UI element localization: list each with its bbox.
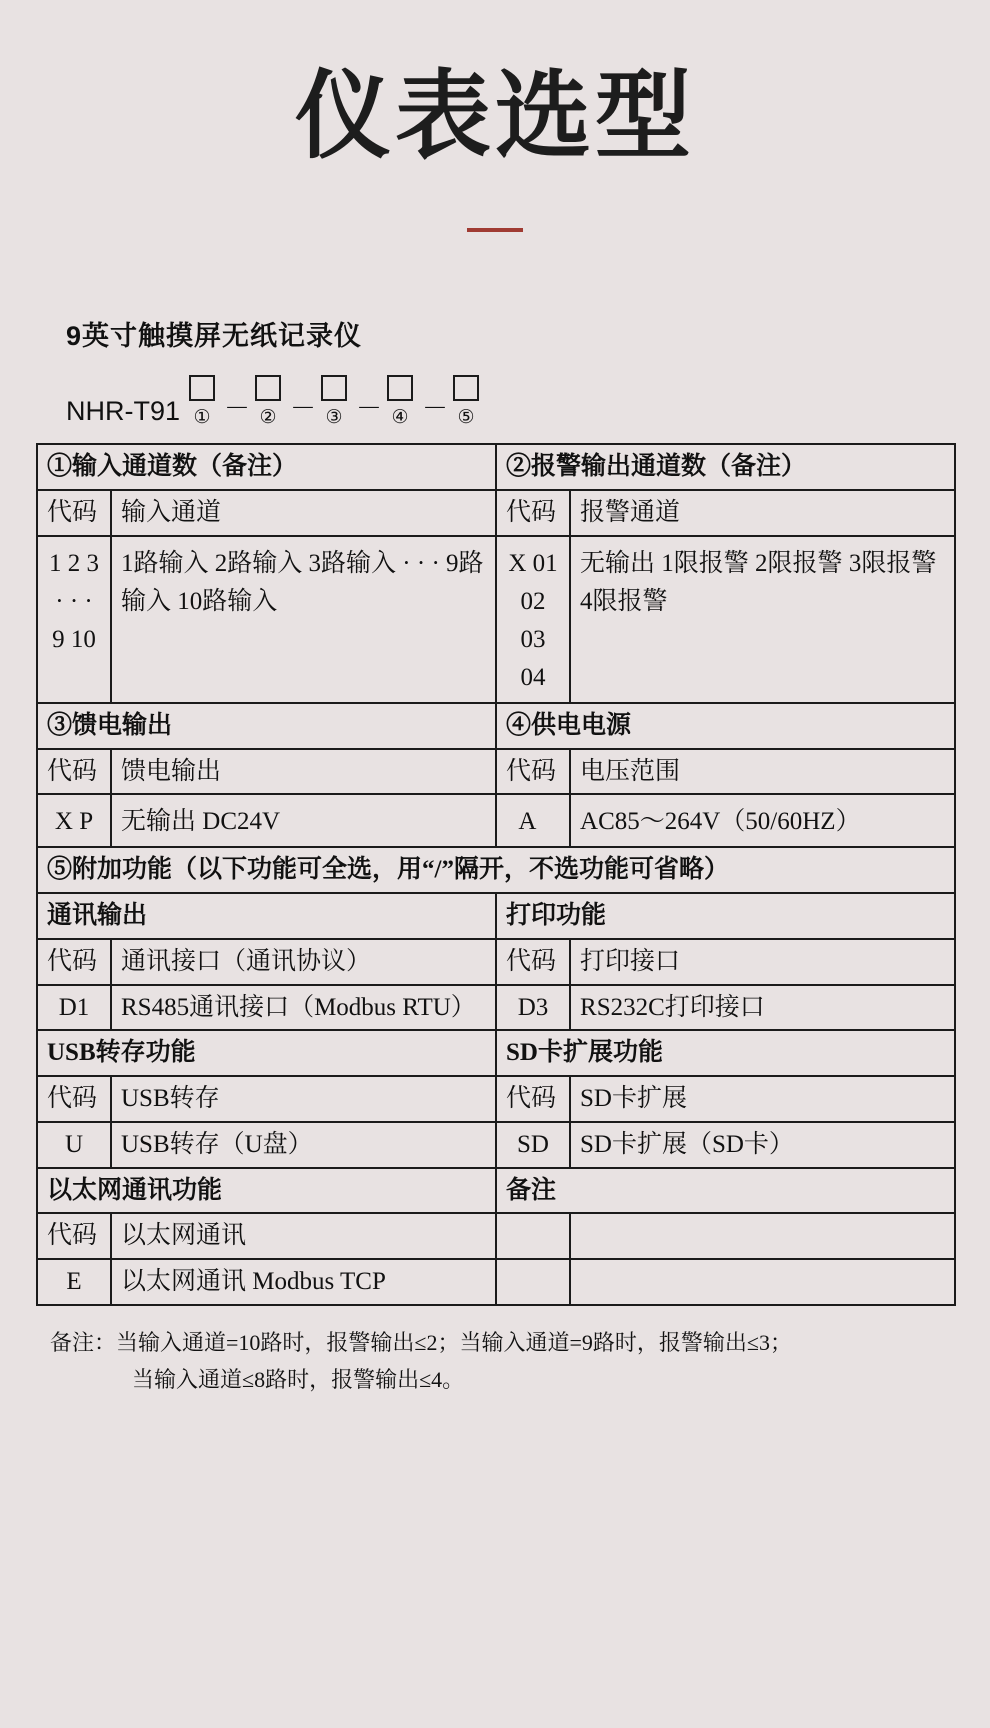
remark-row-name bbox=[570, 1259, 955, 1305]
model-slot-num-5: ⑤ bbox=[457, 407, 475, 429]
input-name: · bbox=[416, 549, 426, 577]
input-code: 10 bbox=[70, 625, 96, 653]
table-row bbox=[37, 536, 955, 703]
section-header-input-channels: ①输入通道数（备注） bbox=[37, 444, 496, 490]
alarm-code: 02 bbox=[520, 587, 546, 615]
input-name: 3路输入 bbox=[308, 549, 397, 577]
usb-name: USB转存（U盘） bbox=[111, 1122, 496, 1168]
print-name: RS232C打印接口 bbox=[570, 985, 955, 1031]
col-header-eth-code: 代码 bbox=[37, 1213, 111, 1259]
product-subtitle: 9英寸触摸屏无纸记录仪 bbox=[66, 321, 363, 352]
alarm-name: 3限报警 bbox=[848, 549, 937, 577]
remark-row-code bbox=[496, 1259, 570, 1305]
alarm-name: 2限报警 bbox=[755, 549, 843, 577]
comm-name: RS485通讯接口（Modbus RTU） bbox=[111, 985, 496, 1031]
alarm-code: X bbox=[508, 549, 527, 577]
input-code: 1 bbox=[49, 549, 62, 577]
col-header-input-code: 代码 bbox=[37, 490, 111, 536]
model-slot-5 bbox=[444, 375, 488, 429]
table-row bbox=[37, 1076, 955, 1122]
input-name: 2路输入 bbox=[214, 549, 303, 577]
input-name: 10路输入 bbox=[177, 587, 278, 615]
table-row bbox=[37, 749, 955, 795]
col-header-print-code: 代码 bbox=[496, 939, 570, 985]
model-slot-4 bbox=[378, 375, 422, 429]
col-header-alarm-code: 代码 bbox=[496, 490, 570, 536]
input-code: · bbox=[69, 587, 79, 615]
page-title: 仪表选型 bbox=[295, 63, 695, 170]
print-code: D3 bbox=[496, 985, 570, 1031]
feed-name: 无输出 bbox=[121, 808, 197, 836]
input-code: · bbox=[84, 587, 93, 615]
col-header-print-name: 打印接口 bbox=[570, 939, 955, 985]
section-header-feed-output: ③馈电输出 bbox=[37, 703, 496, 749]
alarm-code: 01 bbox=[532, 549, 558, 577]
col-header-feed-code: 代码 bbox=[37, 749, 111, 795]
power-name-list bbox=[570, 794, 955, 847]
alarm-name-list bbox=[570, 536, 955, 703]
table-row bbox=[37, 939, 955, 985]
model-slot-box-2 bbox=[255, 375, 281, 401]
alarm-code: 04 bbox=[520, 663, 546, 691]
model-slot-num-2: ② bbox=[259, 407, 277, 429]
table-row bbox=[37, 985, 955, 1031]
col-header-sd-code: 代码 bbox=[496, 1076, 570, 1122]
alarm-name: 无输出 bbox=[580, 549, 656, 577]
alarm-name: 1限报警 bbox=[661, 549, 749, 577]
model-slot-box-4 bbox=[387, 375, 413, 401]
col-header-usb-name: USB转存 bbox=[111, 1076, 496, 1122]
alarm-name: 4限报警 bbox=[580, 587, 668, 615]
table-row bbox=[37, 1213, 955, 1259]
remark-cell-code bbox=[496, 1213, 570, 1259]
table-row bbox=[37, 703, 955, 749]
eth-code: E bbox=[37, 1259, 111, 1305]
input-name: 9路输入 bbox=[121, 549, 484, 615]
model-slot-box-1 bbox=[189, 375, 215, 401]
table-row bbox=[37, 794, 955, 847]
feed-code-list bbox=[37, 794, 111, 847]
group-title-usb: USB转存功能 bbox=[37, 1030, 496, 1076]
section-header-additional: ⑤附加功能（以下功能可全选，用“/”隔开，不选功能可省略） bbox=[37, 847, 955, 893]
input-name-list bbox=[111, 536, 496, 703]
specification-table bbox=[36, 443, 956, 1306]
table-row bbox=[37, 1030, 955, 1076]
feed-name: DC24V bbox=[202, 808, 281, 836]
model-separator-4: － bbox=[422, 393, 449, 424]
sd-code: SD bbox=[496, 1122, 570, 1168]
usb-code: U bbox=[37, 1122, 111, 1168]
group-title-sdcard: SD卡扩展功能 bbox=[496, 1030, 955, 1076]
col-header-alarm-name: 报警通道 bbox=[570, 490, 955, 536]
col-header-power-name: 电压范围 bbox=[570, 749, 955, 795]
power-name: AC85～264V（50/60HZ） bbox=[580, 808, 861, 836]
col-header-power-code: 代码 bbox=[496, 749, 570, 795]
group-title-printing: 打印功能 bbox=[496, 893, 955, 939]
model-slot-num-3: ③ bbox=[325, 407, 343, 429]
group-title-ethernet: 以太网通讯功能 bbox=[37, 1168, 496, 1214]
input-name: 1路输入 bbox=[121, 549, 209, 577]
feed-code: P bbox=[79, 808, 94, 836]
col-header-comm-code: 代码 bbox=[37, 939, 111, 985]
model-slot-3 bbox=[312, 375, 356, 429]
model-separator-1: － bbox=[224, 393, 251, 424]
footnote-line-2: 当输入通道≤8路时，报警输出≤4。 bbox=[132, 1367, 465, 1393]
model-slot-num-1: ① bbox=[193, 407, 211, 429]
alarm-code: 03 bbox=[520, 625, 546, 653]
col-header-sd-name: SD卡扩展 bbox=[570, 1076, 955, 1122]
input-code: · bbox=[55, 587, 64, 615]
col-header-input-name: 输入通道 bbox=[111, 490, 496, 536]
table-row bbox=[37, 444, 955, 490]
model-slot-num-4: ④ bbox=[391, 407, 409, 429]
footnote bbox=[50, 1324, 990, 1399]
group-title-communication: 通讯输出 bbox=[37, 893, 496, 939]
section-header-power-supply: ④供电电源 bbox=[496, 703, 955, 749]
table-row bbox=[37, 847, 955, 893]
table-row bbox=[37, 490, 955, 536]
table-row bbox=[37, 1259, 955, 1305]
group-title-remark: 备注 bbox=[496, 1168, 955, 1214]
power-code-list bbox=[496, 794, 570, 847]
input-code: 9 bbox=[52, 625, 65, 653]
remark-cell-name bbox=[570, 1213, 955, 1259]
input-name: · bbox=[431, 549, 440, 577]
footnote-line-1: 备注：当输入通道=10路时，报警输出≤2；当输入通道=9路时，报警输出≤3； bbox=[50, 1329, 792, 1355]
model-code-row bbox=[66, 375, 990, 429]
table-row bbox=[37, 893, 955, 939]
model-separator-3: － bbox=[356, 393, 383, 424]
model-slot-box-5 bbox=[453, 375, 479, 401]
sd-name: SD卡扩展（SD卡） bbox=[570, 1122, 955, 1168]
model-slot-box-3 bbox=[321, 375, 347, 401]
col-header-usb-code: 代码 bbox=[37, 1076, 111, 1122]
model-slot-2 bbox=[246, 375, 290, 429]
table-row bbox=[37, 1168, 955, 1214]
feed-name-list bbox=[111, 794, 496, 847]
col-header-comm-name: 通讯接口（通讯协议） bbox=[111, 939, 496, 985]
feed-code: X bbox=[54, 808, 73, 836]
input-name: · bbox=[402, 549, 411, 577]
power-code: A bbox=[518, 808, 536, 836]
table-row bbox=[37, 1122, 955, 1168]
section-header-alarm-outputs: ②报警输出通道数（备注） bbox=[496, 444, 955, 490]
model-slot-1 bbox=[180, 375, 224, 429]
comm-code: D1 bbox=[37, 985, 111, 1031]
alarm-code-list bbox=[496, 536, 570, 703]
eth-name: 以太网通讯 Modbus TCP bbox=[111, 1259, 496, 1305]
input-code-list bbox=[37, 536, 111, 703]
col-header-eth-name: 以太网通讯 bbox=[111, 1213, 496, 1259]
input-code: 3 bbox=[86, 549, 99, 577]
col-header-feed-name: 馈电输出 bbox=[111, 749, 496, 795]
input-code: 2 bbox=[67, 549, 81, 577]
model-separator-2: － bbox=[290, 393, 317, 424]
title-divider bbox=[467, 228, 523, 232]
model-prefix: NHR-T91 bbox=[66, 396, 181, 427]
